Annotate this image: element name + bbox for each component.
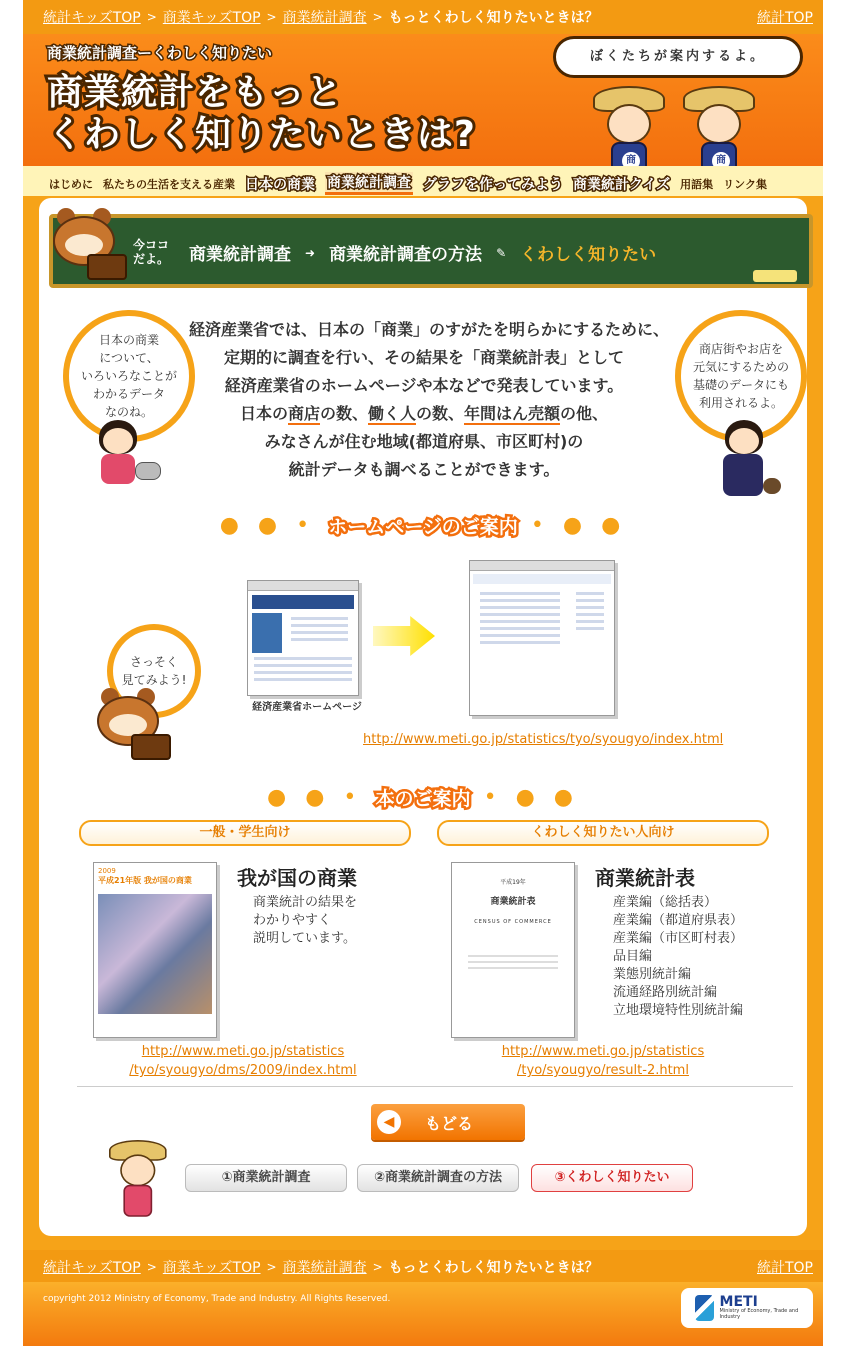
bubble-right-line: 商店街やお店を bbox=[698, 342, 783, 356]
bubble-left-line: わかるデータ bbox=[92, 387, 165, 401]
breadcrumb-current: もっとくわしく知りたいときは？ bbox=[388, 1260, 599, 1276]
meti-logo[interactable] bbox=[681, 1288, 813, 1328]
commerce-badge: 商 bbox=[622, 152, 640, 170]
screenshot-caption: 経済産業省ホームページ bbox=[252, 702, 362, 713]
back-arrow-icon: ◀ bbox=[377, 1110, 401, 1134]
divider bbox=[77, 1086, 793, 1087]
cover-year: 平成19年 bbox=[500, 879, 526, 886]
nav-item-intro[interactable]: はじめに bbox=[49, 177, 93, 191]
breadcrumb-separator: > bbox=[146, 1260, 157, 1274]
book-url-commerce-tables-line1[interactable]: http://www.meti.go.jp/statistics bbox=[501, 1044, 705, 1059]
intro-line: 定期的に調査を行い、その結果を「商業統計表」として bbox=[223, 348, 624, 367]
breadcrumb bbox=[43, 7, 599, 27]
nav-item-quiz[interactable]: 商業統計クイズ bbox=[573, 176, 671, 193]
keyword-workers: 働く人 bbox=[367, 404, 416, 423]
page-button-survey-method[interactable]: ②商業統計調査の方法 bbox=[357, 1164, 519, 1192]
keyword-sales: 年間はん売額 bbox=[464, 404, 561, 423]
page-button-learn-more[interactable]: ③くわしく知りたい bbox=[531, 1164, 693, 1192]
here-line2: だよ。 bbox=[133, 252, 170, 266]
girl-laptop-illustration bbox=[95, 420, 175, 500]
book-cover-commerce-tables[interactable] bbox=[451, 862, 575, 1038]
decor-dots: • ● ● bbox=[483, 785, 579, 810]
books-title: 本のご案内 bbox=[375, 788, 471, 810]
you-are-here-label bbox=[133, 238, 169, 266]
page-wrapper bbox=[23, 0, 823, 1346]
book-desc-japan-commerce: 商業統計の結果を わかりやすく 説明しています。 bbox=[253, 895, 358, 946]
tag-general-students: 一般・学生向け bbox=[79, 820, 411, 846]
breadcrumb-separator: > bbox=[266, 1260, 277, 1274]
breadcrumb-current: もっとくわしく知りたいときは？ bbox=[388, 10, 599, 26]
intro-line: 統計データも調べることができます。 bbox=[288, 460, 560, 479]
cover-subtitle: CENSUS OF COMMERCE bbox=[474, 919, 552, 925]
copyright-text: copyright 2012 Ministry of Economy, Trade and Industry. All Rights Reserved. bbox=[43, 1294, 391, 1304]
volume-item: 産業編（市区町村表） bbox=[613, 931, 744, 946]
intro-text bbox=[189, 316, 670, 484]
step-learn-more: くわしく知りたい bbox=[520, 245, 657, 265]
nav-item-glossary[interactable]: 用語集 bbox=[680, 177, 714, 191]
tag-advanced: くわしく知りたい人向け bbox=[437, 820, 769, 846]
cover-title: 平成21年版 我が国の商業 bbox=[98, 876, 192, 885]
homepage-section-title bbox=[39, 512, 807, 539]
step-survey-method: 商業統計調査の方法 bbox=[329, 245, 483, 265]
decor-dots: • ● ● bbox=[530, 513, 627, 538]
book-url-japan-commerce-line1[interactable]: http://www.meti.go.jp/statistics bbox=[141, 1044, 345, 1059]
bubble-left-line: いろいろなことが bbox=[80, 369, 177, 383]
decor-dots: ● ● • bbox=[267, 785, 363, 810]
stats-top-link[interactable]: 統計TOP bbox=[756, 10, 813, 26]
meti-homepage-screenshot[interactable] bbox=[247, 580, 359, 696]
breadcrumb bbox=[43, 1257, 599, 1277]
homepage-title: ホームページのご案内 bbox=[328, 516, 518, 538]
header-subtitle: 商業統計調査ーくわしく知りたい bbox=[47, 44, 273, 62]
arrow-right-icon bbox=[373, 616, 435, 656]
book-title-japan-commerce: 我が国の商業 bbox=[237, 866, 357, 890]
volume-item: 産業編（都道府県表） bbox=[613, 913, 744, 928]
meti-logo-icon bbox=[695, 1295, 714, 1321]
breadcrumb-link-commerce-kids-top[interactable]: 商業キッズTOP bbox=[162, 1260, 261, 1276]
book-url-japan-commerce-line2[interactable]: /tyo/syougyo/dms/2009/index.html bbox=[129, 1063, 357, 1078]
breadcrumb-bottom bbox=[23, 1250, 823, 1284]
statistics-page-screenshot[interactable] bbox=[469, 560, 615, 716]
breadcrumb-separator: > bbox=[266, 10, 277, 24]
volume-item: 品目編 bbox=[613, 949, 653, 964]
bubble-right-line: 基礎のデータにも bbox=[692, 378, 789, 392]
books-section-title bbox=[39, 784, 807, 811]
page-title bbox=[47, 72, 476, 156]
book-url-commerce-tables-line2[interactable]: /tyo/syougyo/result-2.html bbox=[517, 1063, 689, 1078]
nav-item-links[interactable]: リンク集 bbox=[723, 177, 767, 191]
back-button-label: もどる bbox=[425, 1113, 474, 1133]
tanuki-mascot-illustration bbox=[53, 208, 129, 288]
intro-line: 日本の商店の数、働く人の数、年間はん売額の他、 bbox=[239, 404, 609, 423]
progress-steps bbox=[189, 240, 656, 265]
cover-title: 商業統計表 bbox=[490, 897, 536, 907]
chalk-illustration bbox=[753, 270, 797, 282]
commerce-badge: 商 bbox=[712, 152, 730, 170]
volume-item: 立地環境特性別統計編 bbox=[613, 1003, 744, 1018]
bubble-left-line: なのね。 bbox=[104, 405, 153, 419]
volume-item: 業態別統計編 bbox=[613, 967, 692, 982]
book-title-commerce-tables: 商業統計表 bbox=[595, 866, 695, 890]
nav-item-industry[interactable]: 私たちの生活を支える産業 bbox=[103, 177, 235, 191]
nav-item-make-graph[interactable]: グラフを作ってみよう bbox=[423, 176, 563, 193]
content-panel bbox=[39, 198, 807, 1236]
arrow-right-icon: ➜ bbox=[305, 245, 316, 260]
nav-item-japan-commerce[interactable]: 日本の商業 bbox=[245, 176, 315, 193]
volume-item: 流通経路別統計編 bbox=[613, 985, 718, 1000]
page-title-line1: 商業統計をもっと bbox=[47, 72, 344, 113]
breadcrumb-separator: > bbox=[372, 10, 383, 24]
breadcrumb-link-commerce-survey[interactable]: 商業統計調査 bbox=[282, 1260, 367, 1276]
breadcrumb-link-commerce-survey[interactable]: 商業統計調査 bbox=[282, 10, 367, 26]
decor-dots: ● ● • bbox=[219, 513, 316, 538]
volume-item: 産業編（総括表） bbox=[613, 895, 718, 910]
intro-line: 経済産業省のホームページや本などで発表しています。 bbox=[224, 376, 624, 395]
keyword-shops: 商店 bbox=[287, 404, 320, 423]
progress-chalkboard bbox=[49, 214, 813, 288]
book-volume-list bbox=[613, 894, 743, 1020]
bubble-tanuki-line: 見てみよう! bbox=[121, 673, 187, 687]
breadcrumb-separator: > bbox=[372, 1260, 383, 1274]
intro-line: 経済産業省では、日本の「商業」のすがたを明らかにするために、 bbox=[189, 320, 670, 339]
bubble-left-line: 日本の商業 bbox=[98, 333, 159, 347]
stats-top-link[interactable]: 統計TOP bbox=[756, 1260, 813, 1276]
page-title-line2: くわしく知りたいときは? bbox=[47, 114, 476, 155]
main-nav bbox=[23, 166, 823, 198]
bubble-tanuki-line: さっそく bbox=[129, 655, 178, 669]
breadcrumb-link-kids-top[interactable]: 統計キッズTOP bbox=[43, 1260, 141, 1276]
guide-speech-bubble: ぼくたちが案内するよ。 bbox=[553, 36, 803, 78]
tanuki-mascot-illustration bbox=[97, 688, 173, 758]
back-button[interactable] bbox=[371, 1104, 525, 1140]
book-cover-japan-commerce[interactable] bbox=[93, 862, 217, 1038]
intro-line: みなさんが住む地域(都道府県、市区町村)の bbox=[264, 432, 584, 451]
bubble-left-line: について、 bbox=[99, 351, 159, 365]
page-header bbox=[23, 34, 823, 166]
bubble-right-line: 元気にするための bbox=[692, 360, 789, 374]
businessman-illustration bbox=[711, 420, 791, 500]
step-commerce-survey: 商業統計調査 bbox=[189, 245, 291, 265]
bubble-right-line: 利用されるよ。 bbox=[698, 396, 783, 410]
breadcrumb-link-kids-top[interactable]: 統計キッズTOP bbox=[43, 10, 141, 26]
footer bbox=[23, 1282, 823, 1346]
page-button-commerce-survey[interactable]: ①商業統計調査 bbox=[185, 1164, 347, 1192]
meti-logo-text: METI Ministry of Economy, Trade and Industry bbox=[719, 1294, 799, 1320]
pencil-icon: ✎ bbox=[496, 245, 507, 260]
cover-year: 2009 bbox=[98, 867, 116, 875]
breadcrumb-link-commerce-kids-top[interactable]: 商業キッズTOP bbox=[162, 10, 261, 26]
nav-item-commerce-survey[interactable]: 商業統計調査 bbox=[325, 172, 413, 195]
breadcrumb-separator: > bbox=[146, 10, 157, 24]
breadcrumb-top bbox=[23, 0, 823, 34]
here-line1: 今ココ bbox=[133, 238, 170, 252]
homepage-url-link[interactable]: http://www.meti.go.jp/statistics/tyo/syougyo/index.html bbox=[363, 732, 724, 747]
